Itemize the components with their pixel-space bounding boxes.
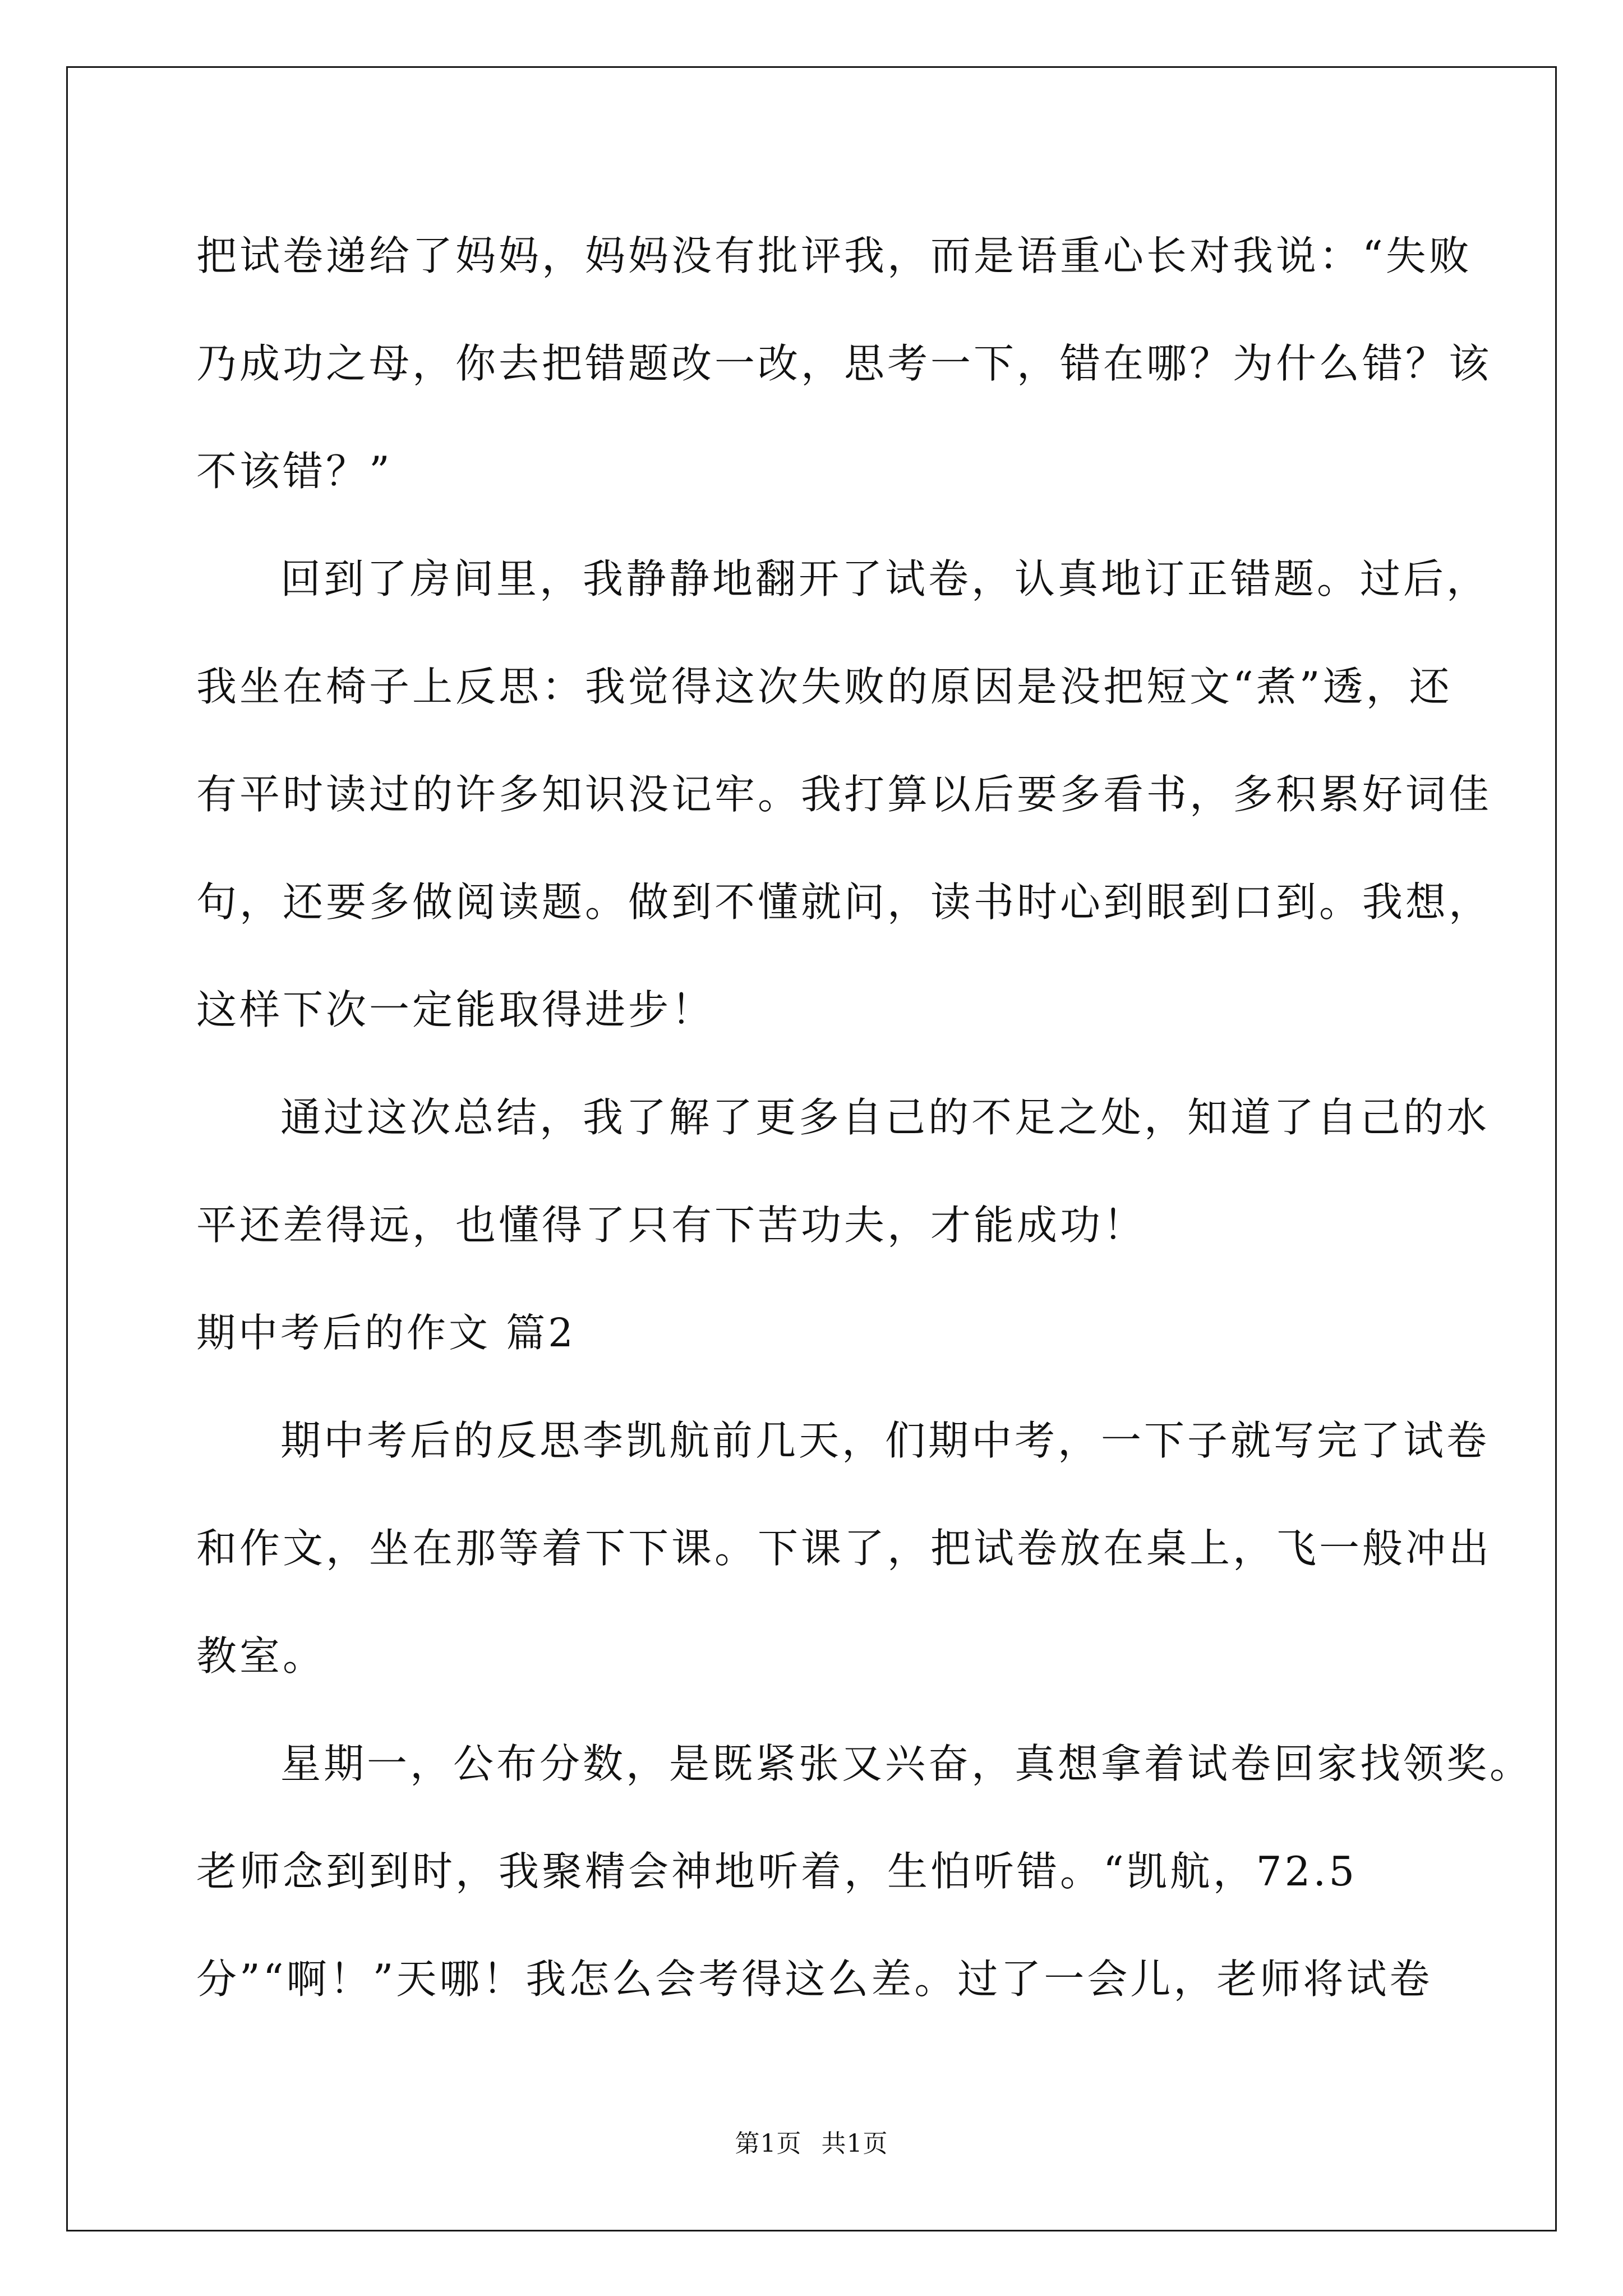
text-line: 这样下次一定能取得进步！ xyxy=(196,986,715,1033)
page-number: 第1页 xyxy=(735,2129,802,2158)
text-line: 老师念到到时，我聚精会神地听着，生怕听错。“凯航，72.5 xyxy=(196,1848,1358,1895)
text-line: 有平时读过的许多知识没记牢。我打算以后要多看书，多积累好词佳 xyxy=(196,771,1492,818)
section-heading: 期中考后的作文 篇2 xyxy=(196,1310,576,1356)
page-total: 共1页 xyxy=(821,2129,888,2158)
text-line: 通过这次总结，我了解了更多自己的不足之处，知道了自己的水 xyxy=(280,1094,1490,1141)
text-line: 回到了房间里，我静静地翻开了试卷，认真地订正错题。过后， xyxy=(280,555,1490,602)
text-line: 分”“啊！”天哪！我怎么会考得这么差。过了一会儿，老师将试卷 xyxy=(196,1955,1433,2003)
text-line: 句，还要多做阅读题。做到不懂就问，读书时心到眼到口到。我想， xyxy=(196,878,1492,926)
text-line: 乃成功之母，你去把错题改一改，思考一下，错在哪？为什么错？该 xyxy=(196,340,1492,387)
document-body xyxy=(196,202,1533,2033)
page-footer xyxy=(0,2123,1623,2159)
text-line: 平还差得远，也懂得了只有下苦功夫，才能成功！ xyxy=(196,1202,1147,1249)
text-line: 星期一，公布分数，是既紧张又兴奋，真想拿着试卷回家找领奖。 xyxy=(280,1740,1533,1787)
text-line: 不该错？” xyxy=(196,448,393,495)
text-line: 期中考后的反思李凯航前几天，们期中考，一下子就写完了试卷 xyxy=(280,1417,1490,1464)
text-line: 把试卷递给了妈妈，妈妈没有批评我，而是语重心长对我说：“失败 xyxy=(196,232,1472,279)
text-line: 和作文，坐在那等着下下课。下课了，把试卷放在桌上，飞一般冲出 xyxy=(196,1525,1492,1572)
text-line: 教室。 xyxy=(196,1632,326,1680)
text-line: 我坐在椅子上反思：我觉得这次失败的原因是没把短文“煮”透，还 xyxy=(196,663,1453,710)
